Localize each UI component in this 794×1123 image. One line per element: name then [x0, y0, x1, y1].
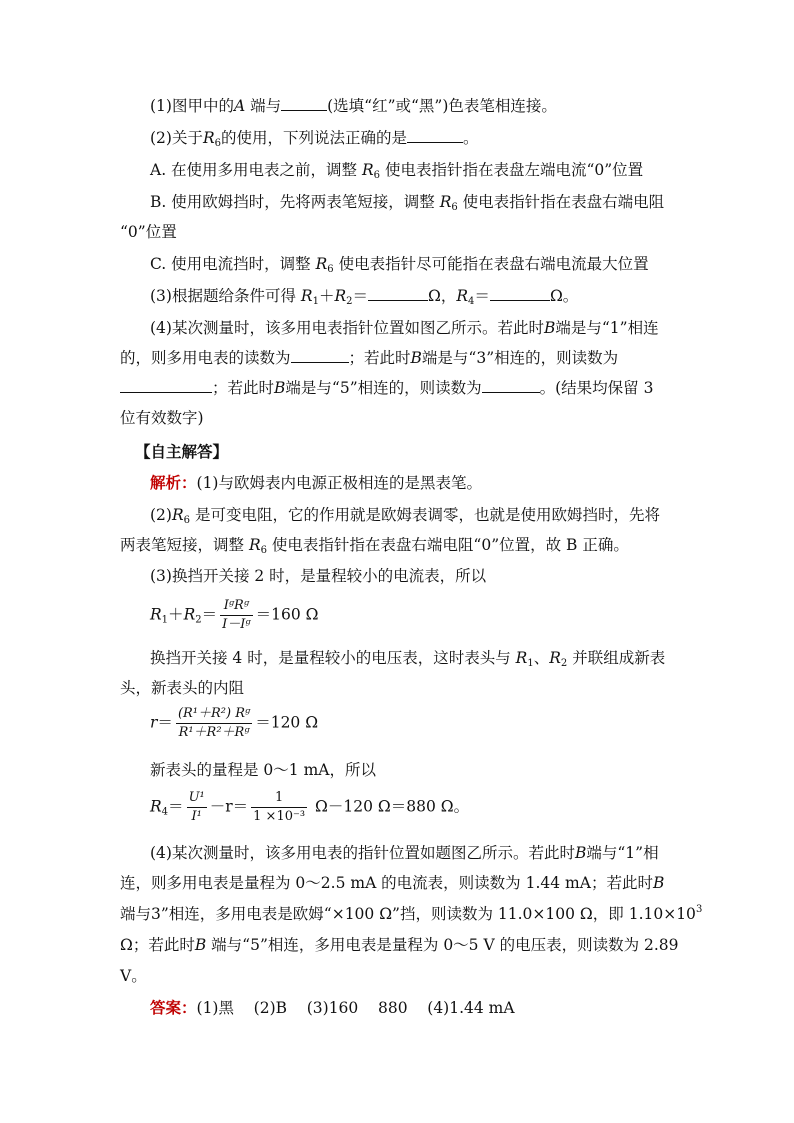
option-c: C. 使用电流挡时，调整 $R_6$ 使电表指针尽可能指在表盘右端电流最大位置 — [150, 255, 649, 275]
option-a: A. 在使用多用电表之前，调整 $R_6$ 使电表指针指在表盘左端电流“0”位置 — [150, 161, 644, 181]
question-4-line3: ；若此时B端是与“5”相连的，则读数为 。(结果均保留 3 — [120, 378, 680, 398]
answer-blank[interactable] — [407, 128, 463, 143]
answer-blank[interactable] — [281, 96, 327, 111]
equation-2: r＝ $\frac{\text{(R¹＋R²) Rᵍ}}{\text{R¹＋R²＋Rᵍ}}$ ＝120 Ω — [150, 706, 319, 740]
solution-2-line2: 两表笔短接，调整 $R_6$ 使电表指针指在表盘右端电阻“0”位置，故 B 正确。 — [120, 536, 629, 556]
question-4-line1: (4)某次测量时，该多用电表指针位置如图乙所示。若此时B端是与“1”相连 — [150, 319, 659, 337]
answer-blank[interactable] — [368, 286, 428, 301]
question-3: (3)根据题给条件可得 $R_1+R_2= \Omega$，$R_4= \Omega$。 — [150, 287, 579, 307]
question-1: (1)图甲中的A 端与 (选填“红”或“黑”)色表笔相连接。 — [150, 97, 557, 115]
fraction: $\frac{\text{(R¹＋R²) Rᵍ}}{\text{R¹＋R²＋Rᵍ}}$ — [177, 706, 251, 740]
question-4-line4: 位有效数字) — [120, 409, 204, 427]
solution-6-line2: 连，则多用电表是量程为 0～2.5 mA 的电流表，则读数为 1.44 mA；若此时B — [120, 874, 665, 892]
answer-line: 答案：(1)黑 (2)B (3)160 880 (4)1.44 mA — [150, 998, 515, 1017]
answer-blank[interactable] — [490, 286, 550, 301]
solution-2-line1: $(2)R_6$ 是可变电阻，它的作用就是欧姆表调零，也就是使用欧姆挡时，先将 — [150, 506, 660, 526]
solution-4-line1: 换挡开关接 4 时，是量程较小的电压表，这时表头与 $R_1$、$R_2$ 并联组成新表 — [150, 649, 666, 669]
fraction: $\frac{\text{IᵍRᵍ}}{\text{I－Iᵍ}}$ — [222, 598, 251, 632]
answer-blank[interactable] — [120, 378, 212, 393]
solution-6-line4: Ω；若此时B 端与“5”相连，多用电表是量程为 0～5 V 的电压表，则读数为 2.89 — [120, 936, 679, 954]
solution-1: 解析：(1)与欧姆表内电源正极相连的是黑表笔。 — [150, 473, 482, 492]
section-title: 【自主解答】 — [135, 442, 229, 461]
question-2: (2)关于$R_6$的使用，下列说法正确的是 。 — [150, 129, 479, 149]
solution-6-line1: (4)某次测量时，该多用电表的指针位置如题图乙所示。若此时B端与“1”相 — [150, 844, 659, 862]
solution-6-line3: 端与3”相连，多用电表是欧姆“×100 Ω”挡，则读数为 11.0×100 Ω，即 $1.10\times 10^3$ — [120, 904, 703, 923]
answer-blank[interactable] — [291, 348, 349, 363]
solution-3: (3)换挡开关接 2 时，是量程较小的电流表，所以 — [150, 567, 487, 585]
solution-5: 新表头的量程是 0～1 mA，所以 — [150, 761, 376, 779]
answer-blank[interactable] — [482, 378, 540, 393]
solution-4-line2: 头，新表头的内阻 — [120, 679, 245, 697]
equation-3: $R_4=$ $\frac{\text{U¹}}{\text{I¹}}$ －r＝ $\frac{1}{\text{1 ×10⁻³}}$ Ω－120 Ω＝880 Ω。 — [150, 790, 470, 824]
option-b-cont: “0”位置 — [120, 223, 177, 241]
option-b: B. 使用欧姆挡时，先将两表笔短接，调整 $R_6$ 使电表指针指在表盘右端电阻 — [150, 193, 665, 213]
fraction: $\frac{\text{U¹}}{\text{I¹}}$ — [188, 790, 205, 824]
question-4-line2: 的，则多用电表的读数为 ；若此时B端是与“3”相连的，则读数为 — [120, 349, 619, 367]
solution-6-line5: V。 — [120, 967, 147, 985]
equation-1: $R_1+R_2=$ $\frac{\text{IᵍRᵍ}}{\text{I－Iᵍ}}$ ＝160 Ω — [150, 598, 319, 632]
fraction: $\frac{1}{\text{1 ×10⁻³}}$ — [253, 790, 306, 824]
